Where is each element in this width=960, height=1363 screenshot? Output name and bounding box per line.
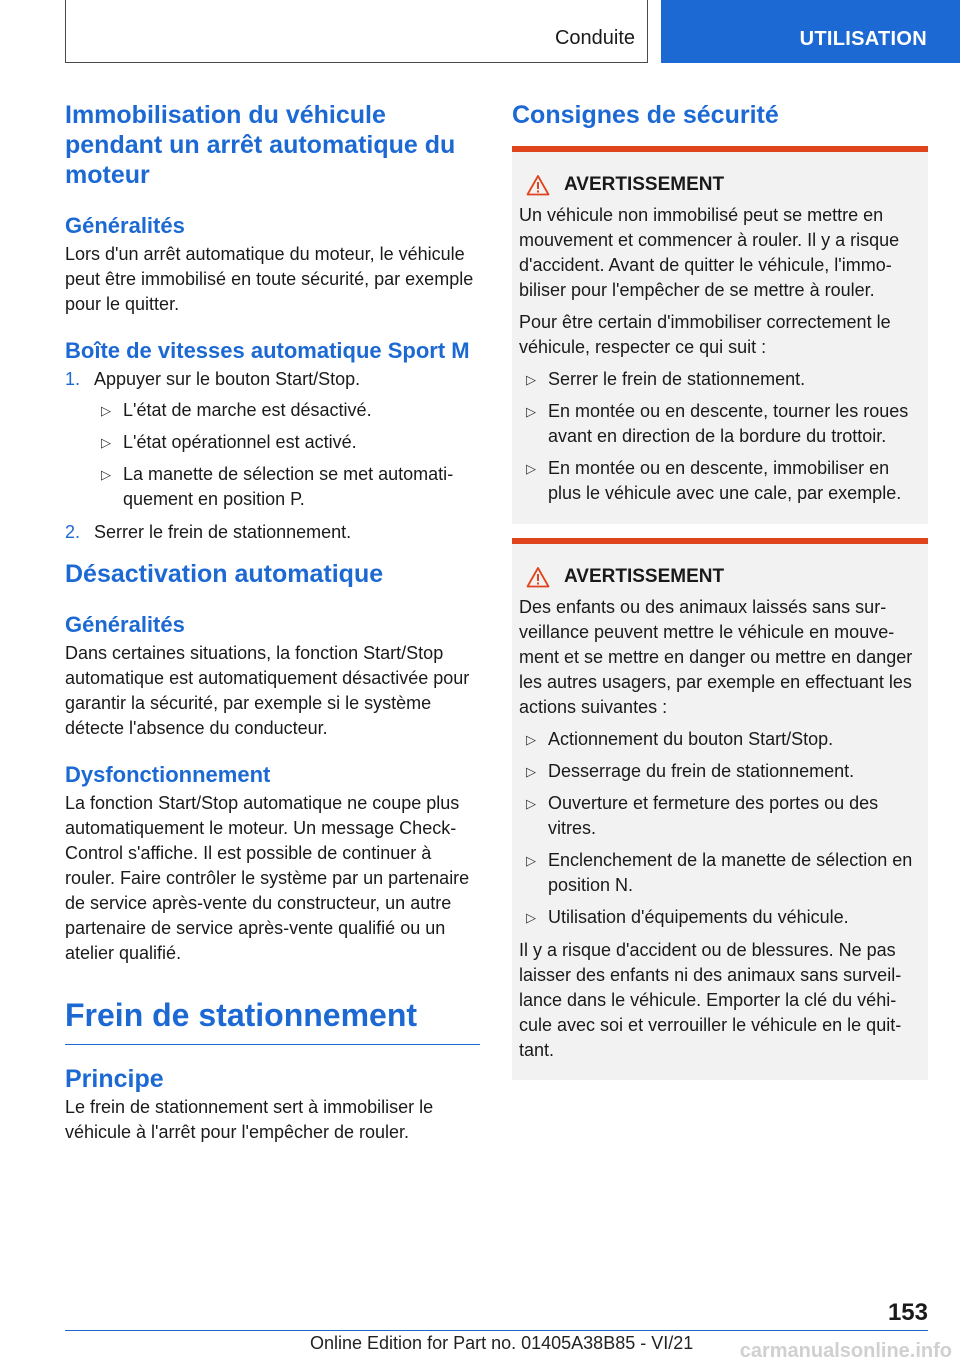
warning-heading (519, 172, 921, 197)
page-number: 153 (887, 1299, 928, 1326)
paragraph-generalites-2: Dans certaines situations, la fonction Start/Stop automatique est automatiquement désactivée pour garantir la sécurité, par exemple si le système détecte l'absence du conducteur. (65, 643, 470, 738)
warning-heading (519, 564, 921, 589)
triangle-bullet-icon: ▷ (526, 796, 536, 811)
warning-list (519, 367, 921, 506)
section-title-immobilisation: Immobilisation du véhicule pendant un arrêt automatique du moteur (65, 101, 456, 189)
list-item (65, 520, 480, 545)
list-item-text: Desserrage du frein de stationnement. (548, 761, 855, 781)
subheading-boite-vitesses: Boîte de vitesses automatique Sport M (65, 338, 470, 363)
paragraph-dysfonctionnement: La fonction Start/Stop automatique ne coupe plus automatiquement le moteur. Un message Check-Control s'affiche. Il est possible de continuer à rouler. Faire contrôler le système par un partenaire de service après-vente du constructeur, un autre partenaire de service après-vente qualifié ou un atelier qualifié. (65, 793, 470, 963)
warning-paragraph: Pour être certain d'immobiliser correctement le véhicule, respecter ce qui suit : (519, 312, 891, 357)
list-item-text: En montée ou en descente, tourner les roues avant en direction de la bordure du trottoir. (548, 401, 909, 446)
step-text: Appuyer sur le bouton Start/Stop. (94, 369, 361, 389)
list-item (519, 456, 921, 506)
warning-label: AVERTISSEMENT (564, 174, 725, 195)
list-item-text: Utilisation d'équipements du véhicule. (548, 907, 849, 927)
title-underline (65, 1044, 480, 1045)
footer-rule (65, 1330, 928, 1331)
step-text: Serrer le frein de stationnement. (94, 522, 352, 542)
list-item (65, 367, 480, 512)
warning-list (519, 727, 921, 930)
warning-box-2 (512, 538, 928, 1080)
triangle-bullet-icon: ▷ (526, 461, 536, 476)
list-item (519, 367, 921, 392)
warning-triangle-icon (526, 566, 550, 588)
warning-paragraph: Il y a risque d'accident ou de blessures. Ne pas laisser des enfants ni des animaux sans surveillance dans le véhicule. Emporter la clé du véhicule avec soi et verrouiller le véhicule en le quittant. (519, 940, 902, 1060)
list-item-text: En montée ou en descente, immobiliser en plus le véhicule avec une cale, par exemple. (548, 458, 902, 503)
list-item (519, 791, 921, 841)
warning-box-1 (512, 146, 928, 524)
warning-label: AVERTISSEMENT (564, 566, 725, 587)
watermark-text: carmanualsonline.info (739, 1340, 952, 1362)
triangle-bullet-icon: ▷ (526, 732, 536, 747)
triangle-bullet-icon: ▷ (526, 372, 536, 387)
section-title-consignes: Consignes de sécurité (512, 101, 779, 129)
steps-list (65, 367, 480, 545)
edition-text: Online Edition for Part no. 01405A38B85 - VI/21 (310, 1333, 694, 1353)
triangle-bullet-icon: ▷ (526, 404, 536, 419)
header-section: Conduite (554, 27, 635, 49)
list-item (519, 399, 921, 449)
paragraph-generalites-1: Lors d'un arrêt automatique du moteur, le véhicule peut être immobilisé en toute sécurité, par exemple pour le quitter. (65, 244, 474, 314)
left-column (65, 100, 480, 1165)
warning-triangle-icon (526, 174, 550, 196)
header-chapter-tab: UTILISATION (661, 0, 960, 63)
sub-item-text: L'état opérationnel est activé. (123, 432, 357, 452)
warning-paragraph: Des enfants ou des animaux laissés sans surveillance peuvent mettre le véhicule en mouvement et se mettre en danger ou mettre en danger les autres usagers, par exemple en effectuant les actions suivantes : (519, 597, 913, 717)
list-item (519, 905, 921, 930)
list-item (519, 759, 921, 784)
triangle-bullet-icon: ▷ (526, 853, 536, 868)
list-item (94, 430, 480, 455)
sub-item-text: La manette de sélection se met automatiquement en position P. (123, 464, 454, 509)
subheading-generalites-1: Généralités (65, 213, 185, 238)
triangle-bullet-icon: ▷ (526, 910, 536, 925)
right-column (512, 100, 928, 1094)
sub-list (94, 398, 480, 512)
chapter-title-frein: Frein de stationnement (65, 997, 418, 1033)
step-number: 1. (65, 369, 81, 389)
list-item (94, 462, 480, 512)
sub-item-text: L'état de marche est désactivé. (123, 400, 372, 420)
list-item-text: Enclenchement de la manette de sélection en position N. (548, 850, 913, 895)
section-title-desactivation: Désactivation automatique (65, 560, 384, 588)
triangle-bullet-icon: ▷ (526, 764, 536, 779)
step-number: 2. (65, 522, 81, 542)
list-item (94, 398, 480, 423)
paragraph-principe: Le frein de stationnement sert à immobiliser le véhicule à l'arrêt pour l'empêcher de rouler. (65, 1097, 434, 1142)
triangle-bullet-icon: ▷ (101, 435, 111, 450)
subheading-principe: Principe (65, 1065, 164, 1093)
list-item-text: Ouverture et fermeture des portes ou des vitres. (548, 793, 879, 838)
triangle-bullet-icon: ▷ (101, 403, 111, 418)
triangle-bullet-icon: ▷ (101, 467, 111, 482)
list-item (519, 848, 921, 898)
subheading-generalites-2: Généralités (65, 612, 185, 637)
subheading-dysfonctionnement: Dysfonctionnement (65, 762, 271, 787)
list-item (519, 727, 921, 752)
list-item-text: Serrer le frein de stationnement. (548, 369, 806, 389)
list-item-text: Actionnement du bouton Start/Stop. (548, 729, 834, 749)
warning-paragraph: Un véhicule non immobilisé peut se mettre en mouvement et commencer à rouler. Il y a risque d'accident. Avant de quitter le véhicule, l'immobiliser pour l'empêcher de se mettre à rouler. (519, 205, 900, 300)
